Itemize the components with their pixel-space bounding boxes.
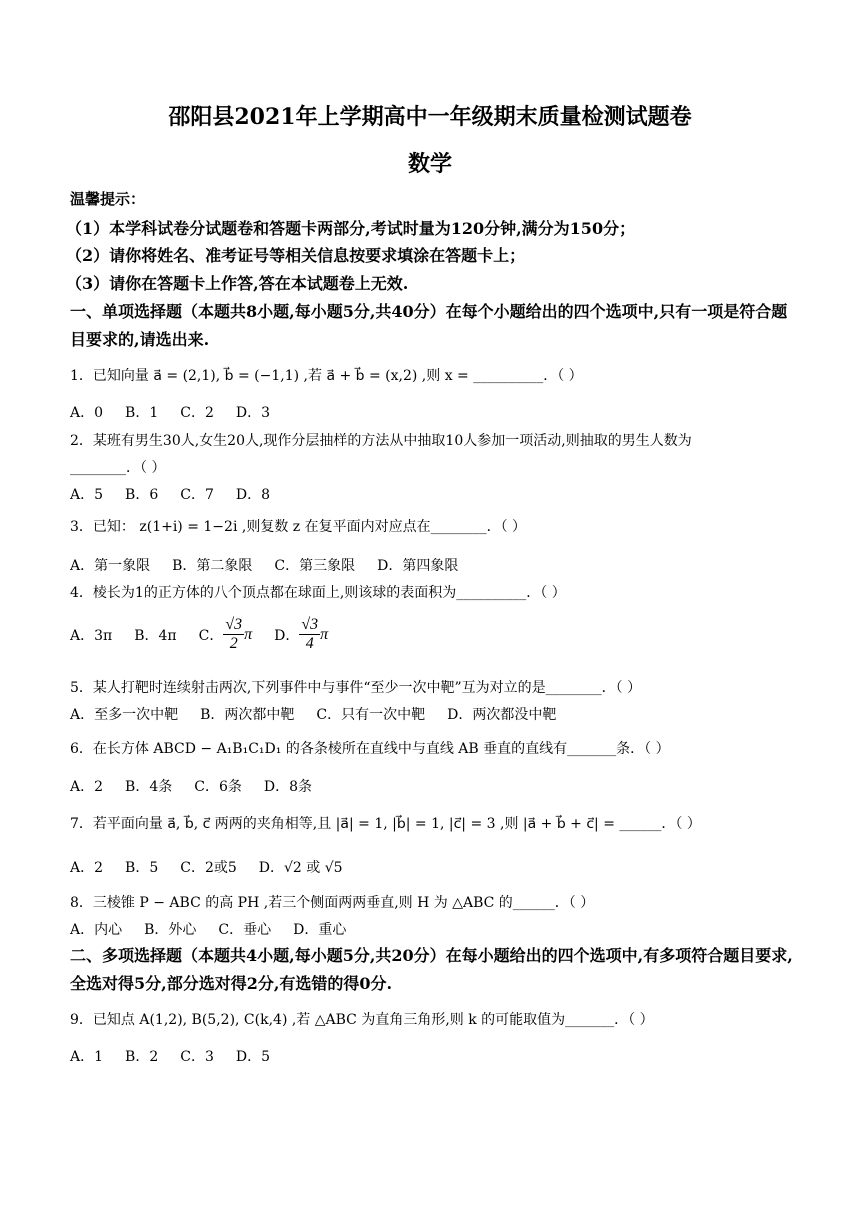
question-8-stem: 8．三棱锥 P − ABC 的高 PH ,若三个侧面两两垂直,则 H 为 △ABC 的______．（ ）	[70, 895, 595, 911]
exam-title: 邵阳县2021年上学期高中一年级期末质量检测试题卷	[168, 104, 692, 130]
question-4-options	[70, 616, 328, 653]
option-d: D．√2 或 √5	[258, 860, 343, 876]
option-b: B．5	[125, 860, 159, 876]
option-b: B．外心	[144, 922, 197, 938]
notice-item-2: （2）请你将姓名、准考证号等相关信息按要求填涂在答题卡上；	[66, 246, 526, 265]
option-b: B．4π	[134, 627, 177, 644]
question-6-options	[70, 776, 334, 796]
option-a: A．内心	[70, 922, 123, 938]
option-d: D．重心	[293, 922, 347, 938]
option-b: B．两次都中靶	[200, 707, 295, 723]
option-c: C．2	[180, 405, 214, 421]
question-1-stem: 1．已知向量 a⃗ = (2,1), b⃗ = (−1,1) ,若 a⃗ + b⃗ = (x,2) ,则 x = __________．（ ）	[70, 368, 583, 384]
option-b: B．第二象限	[172, 558, 253, 574]
question-8-options	[70, 919, 368, 939]
option-c: C．第三象限	[274, 558, 356, 574]
question-7-options	[70, 857, 365, 877]
option-a: A．第一象限	[70, 558, 151, 574]
option-c: C．垂心	[218, 922, 272, 938]
pi-symbol: π	[320, 625, 329, 643]
option-b: B．4条	[125, 779, 173, 795]
option-c: C．6条	[194, 779, 242, 795]
notice-item-1: （1）本学科试卷分试题卷和答题卡两部分,考试时量为120分钟,满分为150分；	[66, 219, 636, 238]
pi-symbol: π	[244, 625, 253, 643]
option-a: A．2	[70, 860, 104, 876]
option-c: C．2或5	[180, 860, 237, 876]
option-c: C．	[198, 627, 224, 644]
question-7-stem: 7．若平面向量 a⃗, b⃗, c⃗ 两两的夹角相等,且 |a⃗| = 1, |b⃗| = 1, |c⃗| = 3 ,则 |a⃗ + b⃗ + c⃗| = ______．（ ）	[70, 816, 701, 832]
section2-heading: 二、多项选择题（本题共4小题,每小题5分,共20分）在每小题给出的四个选项中,有多项符合题目要求,全选对得5分,部分选对得2分,有选错的得0分.	[70, 946, 793, 993]
question-1-options	[70, 402, 292, 422]
option-c: C．7	[180, 487, 214, 503]
question-5-stem: 5．某人打靶时连续射击两次,下列事件中与事件“至少一次中靶”互为对立的是________．（ ）	[70, 680, 642, 696]
option-a: A．至多一次中靶	[70, 707, 179, 723]
question-4-stem: 4．棱长为1的正方体的八个顶点都在球面上,则该球的表面积为__________．（ ）	[70, 585, 566, 601]
option-b: B．6	[125, 487, 159, 503]
fraction-denominator: 2	[229, 635, 238, 652]
option-c: C．只有一次中靶	[316, 707, 426, 723]
option-d: D．8条	[263, 779, 312, 795]
notice-item-3: （3）请你在答题卡上作答,答在本试题卷上无效.	[66, 274, 409, 293]
question-9-options	[70, 1046, 292, 1066]
option-d: D．两次都没中靶	[447, 707, 557, 723]
option-a: A．2	[70, 779, 104, 795]
subject-title: 数学	[407, 151, 452, 177]
option-c-fraction	[223, 616, 244, 653]
option-d: D．	[274, 627, 300, 644]
option-a: A．0	[70, 405, 104, 421]
notice-heading: 温馨提示：	[70, 190, 146, 208]
option-b: B．2	[125, 1049, 159, 1065]
question-3-options	[70, 555, 480, 575]
option-d: D．5	[235, 1049, 270, 1065]
question-2-stem: 2．某班有男生30人,女生20人,现作分层抽样的方法从中抽取10人参加一项活动,则抽取的男生人数为	[70, 433, 692, 449]
question-9-stem: 9．已知点 A(1,2), B(5,2), C(k,4) ,若 △ABC 为直角三角形,则 k 的可能取值为_______．（ ）	[70, 1012, 654, 1028]
question-3-stem: 3．已知： z(1+i) = 1−2i ,则复数 z 在复平面内对应点在________．（ ）	[70, 519, 527, 535]
option-d: D．8	[235, 487, 270, 503]
fraction-numerator: √3	[301, 616, 319, 633]
fraction-numerator: √3	[225, 616, 243, 633]
question-2-stem-cont: ________．（ ）	[70, 460, 166, 476]
question-2-options	[70, 484, 292, 504]
option-c: C．3	[180, 1049, 214, 1065]
option-a: A．3π	[70, 627, 113, 644]
option-a: A．1	[70, 1049, 104, 1065]
option-d-fraction	[299, 616, 320, 653]
fraction-denominator: 4	[305, 635, 314, 652]
option-a: A．5	[70, 487, 104, 503]
section1-heading: 一、单项选择题（本题共8小题,每小题5分,共40分）在每个小题给出的四个选项中,只有一项是符合题目要求的,请选出来.	[70, 302, 788, 349]
question-6-stem: 6．在长方体 ABCD − A₁B₁C₁D₁ 的各条棱所在直线中与直线 AB 垂直的直线有_______条．（ ）	[70, 741, 670, 757]
option-d: D．3	[235, 405, 270, 421]
option-d: D．第四象限	[377, 558, 459, 574]
option-b: B．1	[125, 405, 159, 421]
question-5-options	[70, 704, 578, 724]
